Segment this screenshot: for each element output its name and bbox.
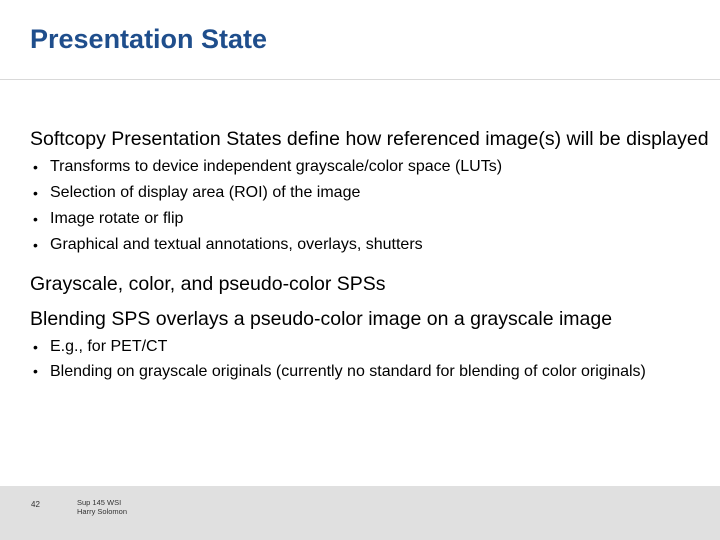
sub-point: • Image rotate or flip <box>33 210 184 227</box>
footer-line-1: Sup 145 WSI <box>77 498 122 507</box>
main-point-1: Softcopy Presentation States define how referenced image(s) will be displayed <box>30 128 709 150</box>
sub-point: • Transforms to device independent grayscale/color space (LUTs) <box>33 158 503 175</box>
bullet-icon: • <box>33 185 38 201</box>
sub-point-list-3 <box>30 337 710 380</box>
bullet-icon: • <box>33 237 38 253</box>
spacer <box>30 261 710 273</box>
slide-footer <box>0 486 720 540</box>
title-divider <box>0 79 720 80</box>
sub-point: • Selection of display area (ROI) of the image <box>33 184 361 201</box>
bullet-icon: • <box>33 339 38 355</box>
slide-body <box>30 128 710 386</box>
footer-credit <box>77 498 127 516</box>
sub-point: • E.g., for PET/CT <box>33 338 168 355</box>
main-point-3: Blending SPS overlays a pseudo-color image on a grayscale image <box>30 308 613 330</box>
footer-line-2: Harry Solomon <box>77 507 128 516</box>
bullet-icon: • <box>33 159 38 175</box>
spacer <box>30 296 710 308</box>
bullet-icon: • <box>33 363 38 379</box>
sub-point-list-1 <box>30 157 710 255</box>
sub-point: • Blending on grayscale originals (currently no standard for blending of color originals) <box>33 363 646 380</box>
main-point-2: Grayscale, color, and pseudo-color SPSs <box>30 273 386 295</box>
page-number: 42 <box>31 500 40 509</box>
bullet-icon: • <box>33 211 38 227</box>
sub-point: • Graphical and textual annotations, overlays, shutters <box>33 236 423 253</box>
slide-title: Presentation State <box>30 24 268 54</box>
